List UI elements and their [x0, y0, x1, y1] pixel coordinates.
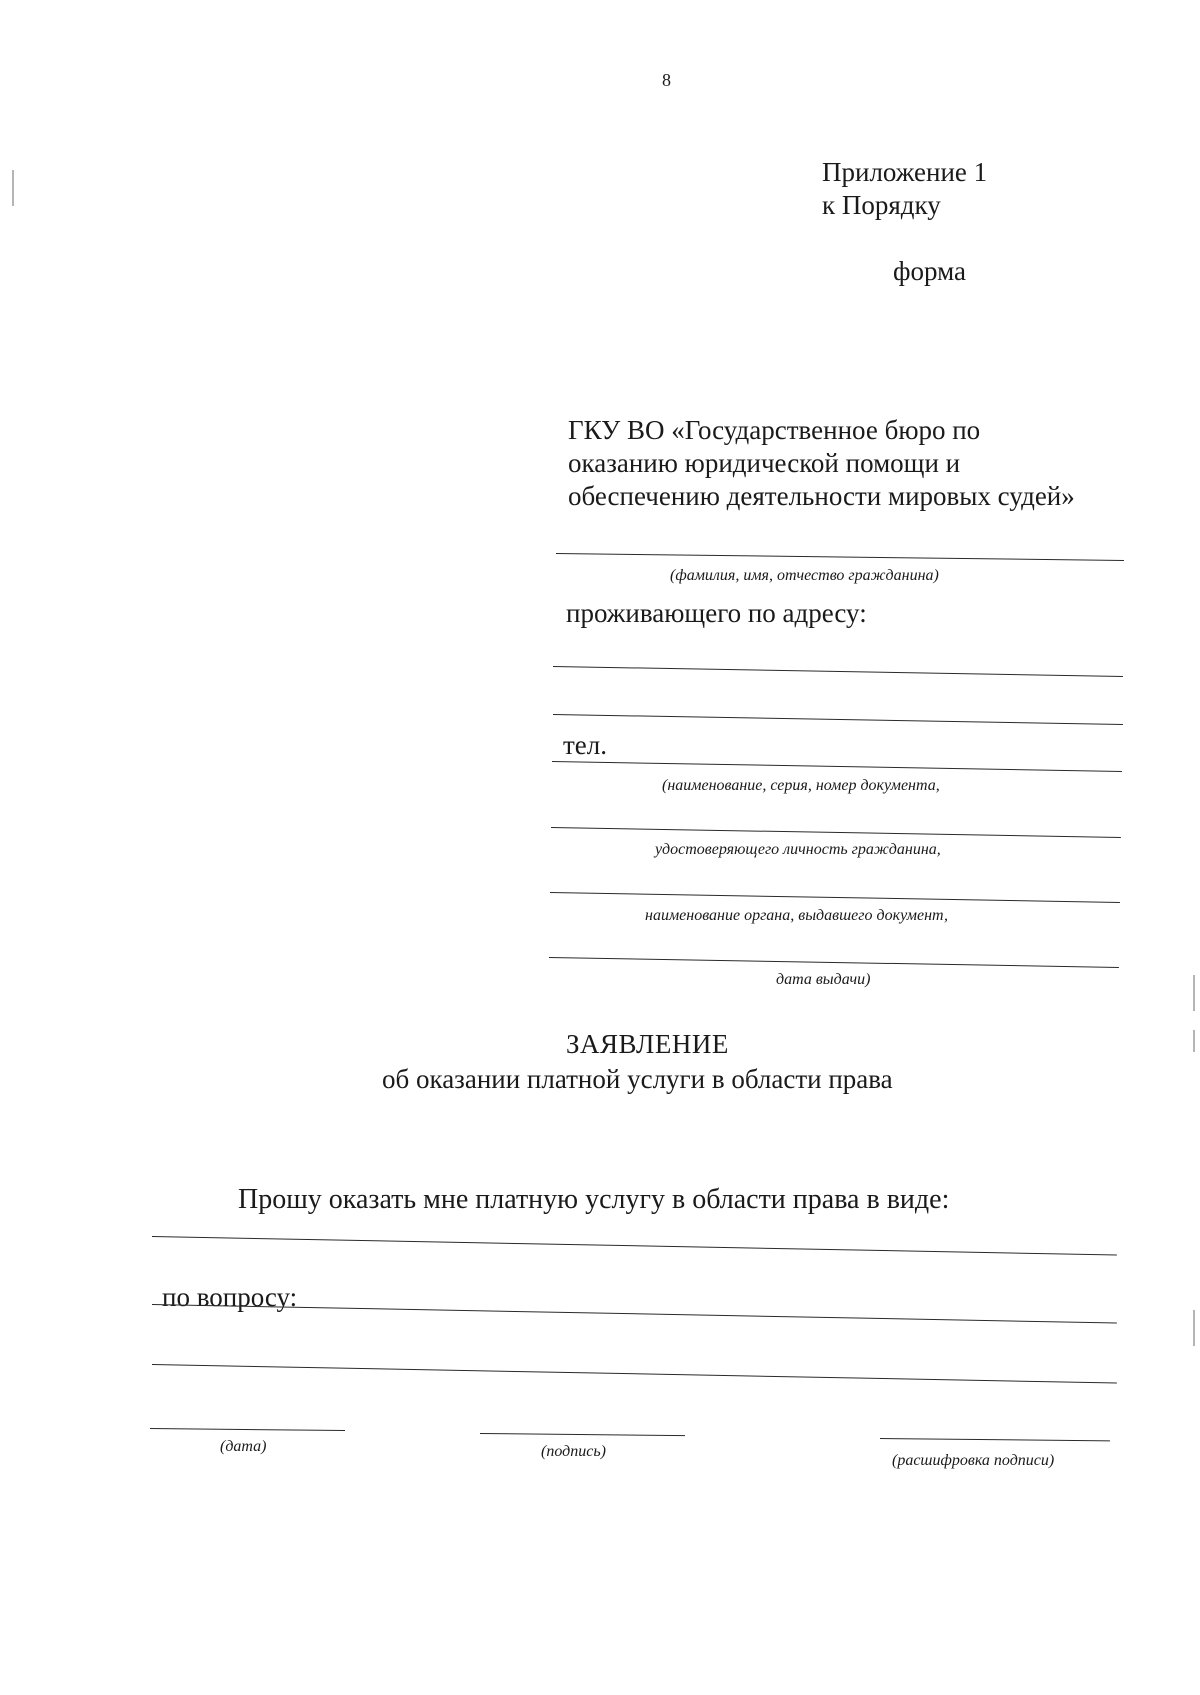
document-title: ЗАЯВЛЕНИЕ — [566, 1029, 729, 1059]
appendix-line-1: Приложение 1 — [822, 157, 988, 187]
doc-caption-2: удостоверяющего личность гражданина, — [655, 841, 941, 858]
question-line-2[interactable] — [152, 1364, 1117, 1384]
scan-mark-right-3 — [1193, 1310, 1195, 1346]
date-line[interactable] — [150, 1428, 345, 1431]
signature-decoding-line[interactable] — [880, 1438, 1110, 1441]
question-label: по вопросу: — [162, 1282, 298, 1312]
phone-label: тел. — [563, 730, 608, 760]
scan-mark-right-2 — [1193, 1030, 1195, 1052]
page-number: 8 — [662, 70, 671, 90]
addressee-line-2: оказанию юридической помощи и — [568, 448, 961, 478]
doc-caption-4: дата выдачи) — [776, 971, 871, 988]
form-label: форма — [893, 256, 966, 286]
appendix-line-2: к Порядку — [822, 190, 941, 220]
id-document-line-3[interactable] — [549, 957, 1119, 968]
id-document-line-1[interactable] — [551, 827, 1121, 838]
addressee-line-1: ГКУ ВО «Государственное бюро по — [568, 415, 981, 445]
signature-caption: (подпись) — [541, 1443, 606, 1460]
address-line-2[interactable] — [553, 714, 1123, 725]
address-label: проживающего по адресу: — [566, 598, 867, 628]
applicant-name-line[interactable] — [556, 553, 1124, 561]
id-document-line-2[interactable] — [550, 892, 1120, 903]
scan-mark-right-1 — [1193, 975, 1195, 1011]
signature-decoding-caption: (расшифровка подписи) — [892, 1452, 1055, 1469]
doc-caption-3: наименование органа, выдавшего документ, — [645, 907, 948, 924]
signature-line[interactable] — [480, 1433, 685, 1436]
scan-mark-left — [12, 170, 14, 206]
phone-line[interactable] — [552, 761, 1122, 772]
applicant-name-caption: (фамилия, имя, отчество гражданина) — [670, 567, 939, 584]
document-subtitle: об оказании платной услуги в области права — [382, 1064, 893, 1094]
request-text: Прошу оказать мне платную услугу в области права в виде: — [238, 1184, 950, 1215]
service-type-line[interactable] — [152, 1236, 1117, 1256]
date-caption: (дата) — [220, 1438, 267, 1455]
addressee-line-3: обеспечению деятельности мировых судей» — [568, 481, 1075, 511]
address-line-1[interactable] — [553, 666, 1123, 677]
doc-caption-1: (наименование, серия, номер документа, — [662, 777, 940, 794]
